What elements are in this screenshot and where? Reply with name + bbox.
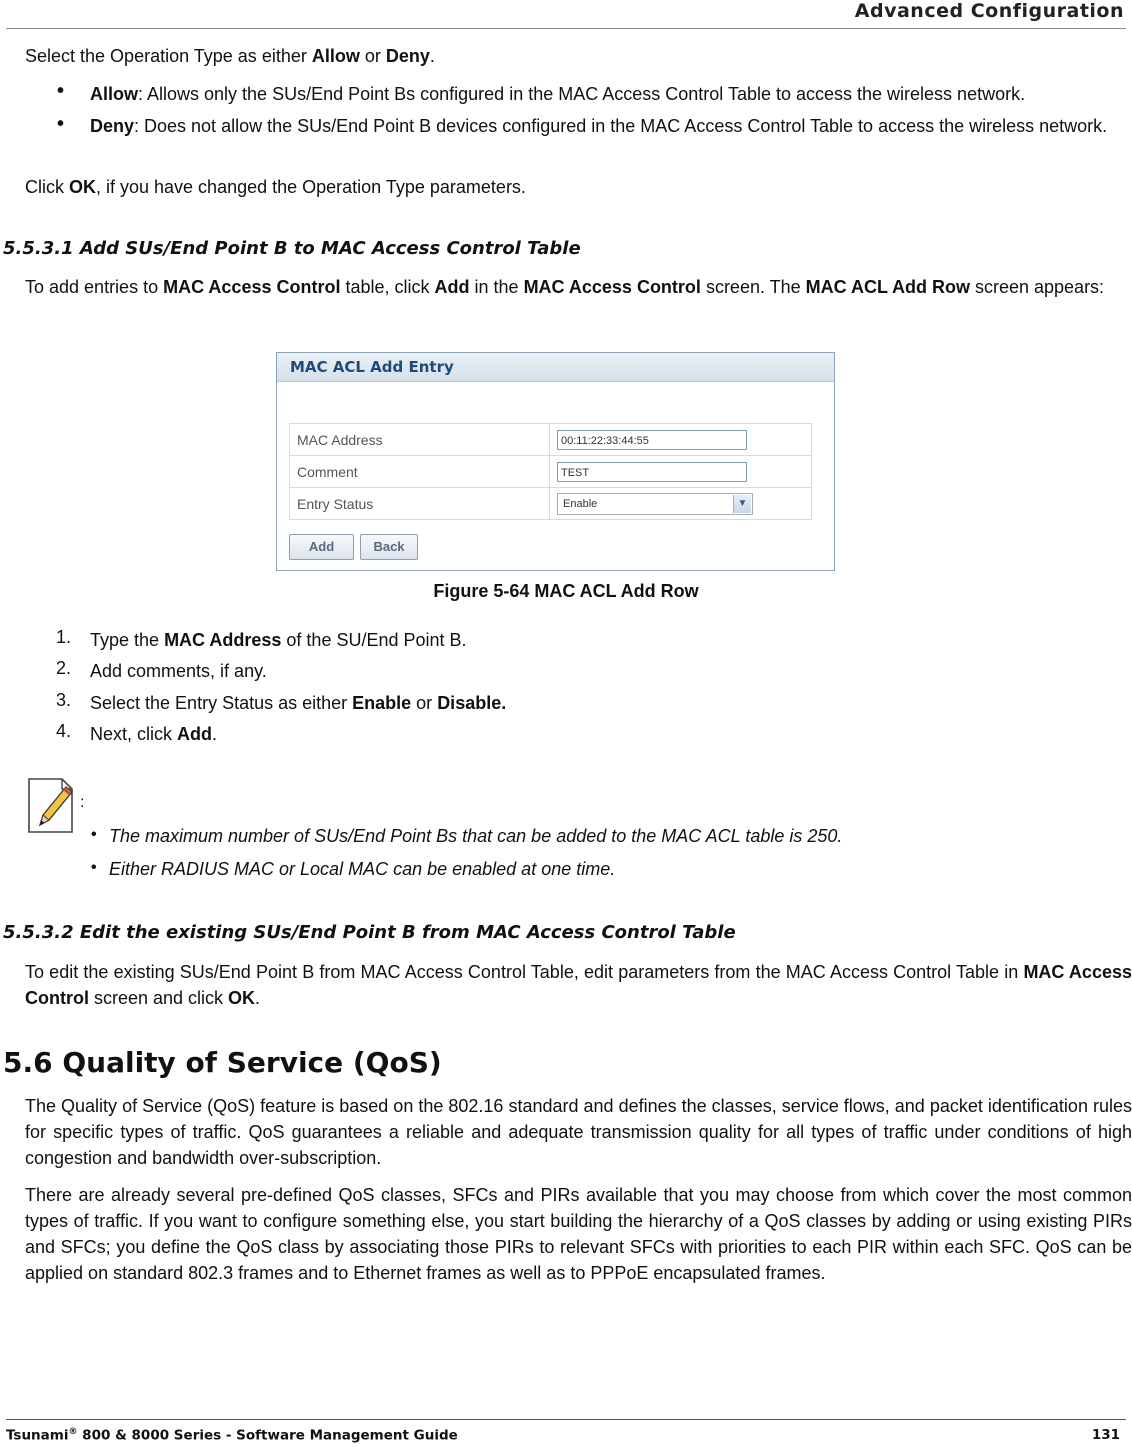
running-header: Advanced Configuration	[854, 0, 1124, 22]
step-3: Select the Entry Status as either Enable or Disable.	[90, 693, 507, 713]
note-item-1: The maximum number of SUs/End Point Bs that can be added to the MAC ACL table is 250.	[109, 826, 843, 846]
bullet-allow: Allow: Allows only the SUs/End Point Bs configured in the MAC Access Control Table to access the wireless network.	[90, 84, 1026, 104]
click-ok-text: Click OK, if you have changed the Operation Type parameters.	[25, 177, 526, 197]
step-number: 2.	[56, 658, 72, 678]
page-number: 131	[1091, 1427, 1120, 1443]
section-5531-paragraph: To add entries to MAC Access Control table, click Add in the MAC Access Control screen. The MAC ACL Add Row screen appears:	[25, 277, 1105, 297]
mac-acl-add-entry-figure	[276, 352, 835, 571]
add-button[interactable]: Add	[289, 534, 354, 560]
comment-input[interactable]: TEST	[557, 462, 747, 482]
figure-window-title: MAC ACL Add Entry	[290, 358, 454, 376]
bullet-dot: •	[57, 113, 65, 135]
step-number: 1.	[56, 627, 72, 647]
bullet-dot: •	[91, 826, 97, 843]
bullet-dot: •	[91, 859, 97, 876]
operation-type-intro: Select the Operation Type as either Allow or Deny.	[25, 46, 435, 66]
chevron-down-icon: ▼	[733, 495, 751, 513]
figure-caption: Figure 5-64 MAC ACL Add Row	[433, 581, 699, 601]
entry-status-cell	[550, 488, 812, 520]
step-1: Type the MAC Address of the SU/End Point B.	[90, 630, 467, 650]
entry-status-label: Entry Status	[290, 488, 550, 520]
bullet-dot: •	[57, 80, 65, 102]
mac-acl-form-table	[289, 423, 812, 520]
footer-title: Tsunami® 800 & 8000 Series - Software Management Guide	[6, 1427, 458, 1444]
form-row-entry-status	[290, 488, 812, 520]
step-number: 3.	[56, 690, 72, 710]
comment-label: Comment	[290, 456, 550, 488]
form-row-mac-address	[290, 424, 812, 456]
back-button[interactable]: Back	[360, 534, 418, 560]
mac-address-input[interactable]: 00:11:22:33:44:55	[557, 430, 747, 450]
entry-status-select[interactable]	[557, 493, 753, 515]
footer-rule	[6, 1419, 1126, 1420]
entry-status-value: Enable	[563, 497, 598, 510]
mac-address-cell	[550, 424, 812, 456]
note-colon: :	[80, 794, 85, 811]
section-heading-5532: 5.5.3.2 Edit the existing SUs/End Point B from MAC Access Control Table	[3, 922, 736, 943]
note-pencil-icon	[26, 775, 78, 835]
note-item-2: Either RADIUS MAC or Local MAC can be enabled at one time.	[109, 859, 616, 879]
qos-paragraph-2: There are already several pre-defined QoS classes, SFCs and PIRs available that you may choose from which cover the most common types of traffic. If you want to configure something else, you start building the hierarchy of a QoS classes by adding or using existing PIRs and SFCs; you define the QoS class by associating those PIRs to relevant SFCs with priorities to each PIR within each SFC. QoS can be applied on standard 802.3 frames and to Ethernet frames as well as to PPPoE encapsulated frames.	[25, 1185, 1132, 1283]
figure-title-bar	[277, 353, 834, 382]
header-rule	[6, 28, 1126, 29]
step-4: Next, click Add.	[90, 724, 218, 744]
comment-cell	[550, 456, 812, 488]
qos-paragraph-1: The Quality of Service (QoS) feature is based on the 802.16 standard and defines the classes, service flows, and packet identification rules for specific types of traffic. QoS guarantees a reliable and adequate transmission quality for all types of traffic under conditions of high congestion and bandwidth over-subscription.	[25, 1096, 1132, 1168]
form-row-comment	[290, 456, 812, 488]
bullet-deny: Deny: Does not allow the SUs/End Point B devices configured in the MAC Access Control Table to access the wireless network.	[90, 116, 1108, 136]
step-number: 4.	[56, 721, 72, 741]
step-2: Add comments, if any.	[90, 661, 267, 681]
mac-address-label: MAC Address	[290, 424, 550, 456]
section-5532-paragraph: To edit the existing SUs/End Point B from MAC Access Control Table, edit parameters from the MAC Access Control Table in MAC Access Control screen and click OK.	[25, 962, 1132, 1008]
section-heading-5531: 5.5.3.1 Add SUs/End Point B to MAC Access Control Table	[3, 238, 581, 259]
section-heading-56: 5.6 Quality of Service (QoS)	[3, 1046, 442, 1079]
